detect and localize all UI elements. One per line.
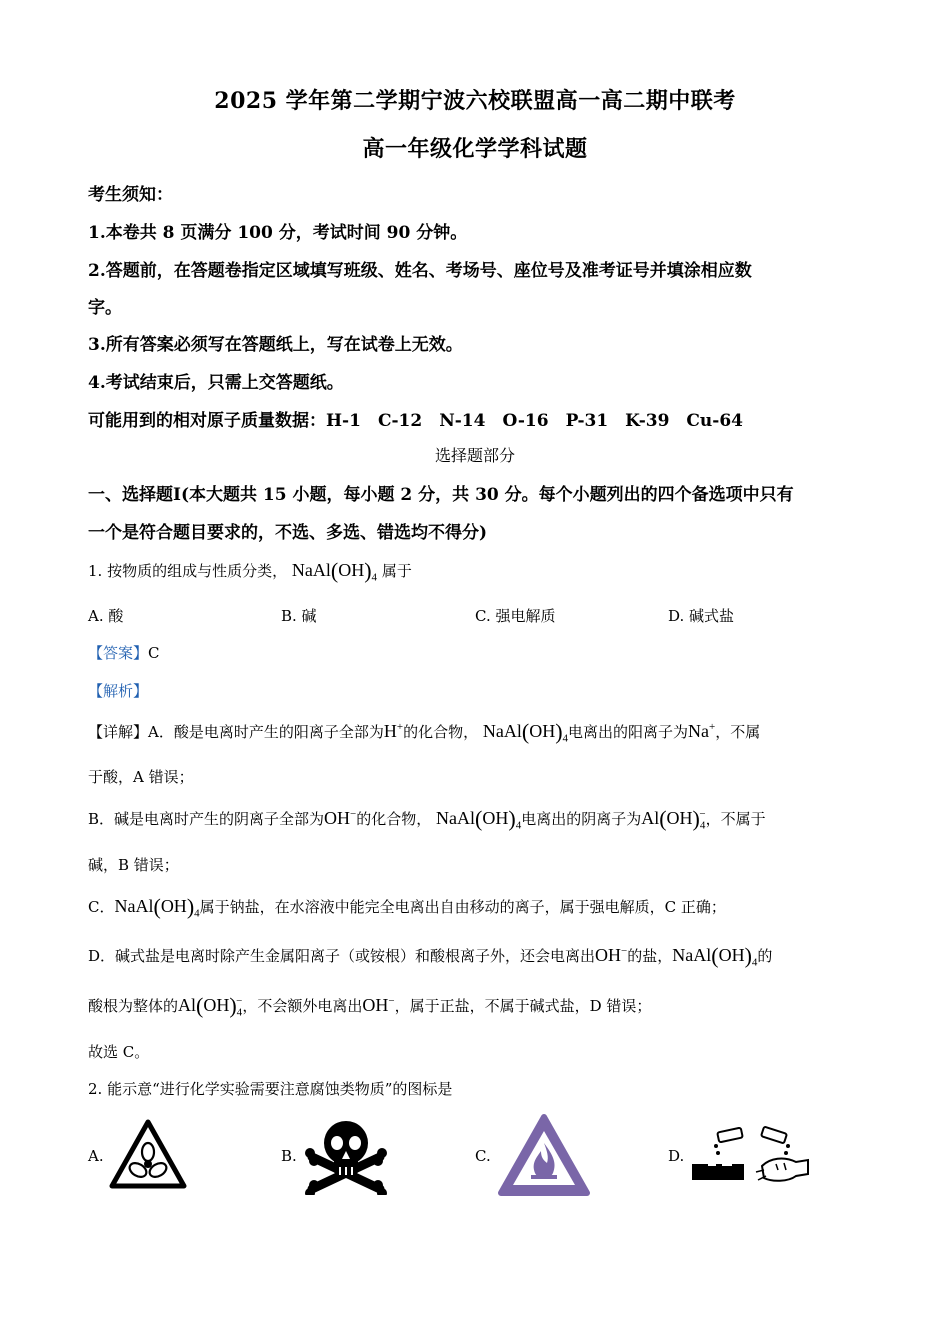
q2-option-c-label: C. — [475, 1147, 491, 1165]
q1-option-c: C. 强电解质 — [475, 607, 556, 625]
notice-item-2: 2.答题前，在答题卷指定区域填写班级、姓名、考场号、座位号及准考证号并填涂相应数 — [88, 261, 752, 281]
part-title: 选择题部分 — [434, 446, 515, 465]
flame-warning-icon — [497, 1113, 591, 1199]
section-heading: 一、选择题Ⅰ(本大题共 15 小题，每小题 2 分，共 30 分。每个小题列出的四个备选项中只有 — [88, 485, 794, 505]
notice-item-4: 4.考试结束后，只需上交答题纸。 — [88, 373, 344, 393]
formula-naaloh4: $NaAl(OH)_4$ — [291, 558, 378, 584]
answer-tag: 【答案】 — [88, 644, 149, 662]
q2-option-a-label: A. — [88, 1147, 104, 1165]
answer-value: C — [148, 644, 160, 662]
q2-option-d-label: D. — [668, 1147, 685, 1165]
detail-line-d-cont: 酸根为整体的$Al(OH)_4^-$，不会额外电离出OH−，属于正盐，不属于碱式盐，D 错误； — [88, 993, 652, 1019]
notice-item-2-cont: 字。 — [88, 298, 122, 318]
q1-option-b: B. 碱 — [281, 607, 317, 625]
question-1-stem: 1. 按物质的组成与性质分类， $NaAl(OH)_4$ 属于 — [88, 558, 412, 584]
detail-line-b-cont: 碱，B 错误； — [88, 856, 179, 874]
fan-warning-icon — [108, 1118, 188, 1190]
q1-answer — [88, 642, 160, 663]
q1-conclusion: 故选 C。 — [88, 1043, 150, 1061]
q2-option-b-label: B. — [281, 1147, 297, 1165]
notice-item-1: 1.本卷共 8 页满分 100 分，考试时间 90 分钟。 — [88, 223, 468, 243]
detail-tag: 【详解】 — [88, 723, 149, 741]
exam-title: 2025 学年第二学期宁波六校联盟高一高二期中联考 — [214, 88, 736, 114]
exam-subtitle: 高一年级化学学科试题 — [362, 136, 588, 162]
detail-line-d: D．碱式盐是电离时除产生金属阳离子（或铵根）和酸根离子外，还会电离出OH−的盐，$NaAl(OH)_4$的 — [88, 943, 773, 969]
question-2-stem: 2. 能示意“进行化学实验需要注意腐蚀类物质”的图标是 — [88, 1080, 453, 1098]
detail-line-b: B．碱是电离时产生的阴离子全部为OH−的化合物， $NaAl(OH)_4$电离出的阴离子为$Al(OH)_4^-$，不属于 — [88, 806, 766, 832]
detail-line-a: 【详解】A．酸是电离时产生的阳离子全部为H+的化合物， $NaAl(OH)_4$电离出的阳离子为Na+，不属 — [88, 719, 761, 745]
detail-line-a-cont: 于酸，A 错误； — [88, 768, 194, 786]
notice-heading: 考生须知： — [88, 185, 173, 205]
detail-line-c: C．$NaAl(OH)_4$属于钠盐，在水溶液中能完全电离出自由移动的离子，属于强电解质，C 正确； — [88, 894, 726, 920]
q1-option-d: D. 碱式盐 — [668, 607, 735, 625]
corrosive-icon — [692, 1126, 810, 1186]
atomic-mass-data: 可能用到的相对原子质量数据：H-1 C-12 N-14 O-16 P-31 K-39 Cu-64 — [88, 411, 744, 431]
skull-crossbones-icon — [302, 1115, 390, 1195]
analysis-tag: 【解析】 — [88, 682, 149, 700]
notice-item-3: 3.所有答案必须写在答题纸上，写在试卷上无效。 — [88, 335, 463, 355]
section-heading-cont: 一个是符合题目要求的，不选、多选、错选均不得分) — [88, 523, 488, 543]
q1-option-a: A. 酸 — [88, 607, 124, 625]
